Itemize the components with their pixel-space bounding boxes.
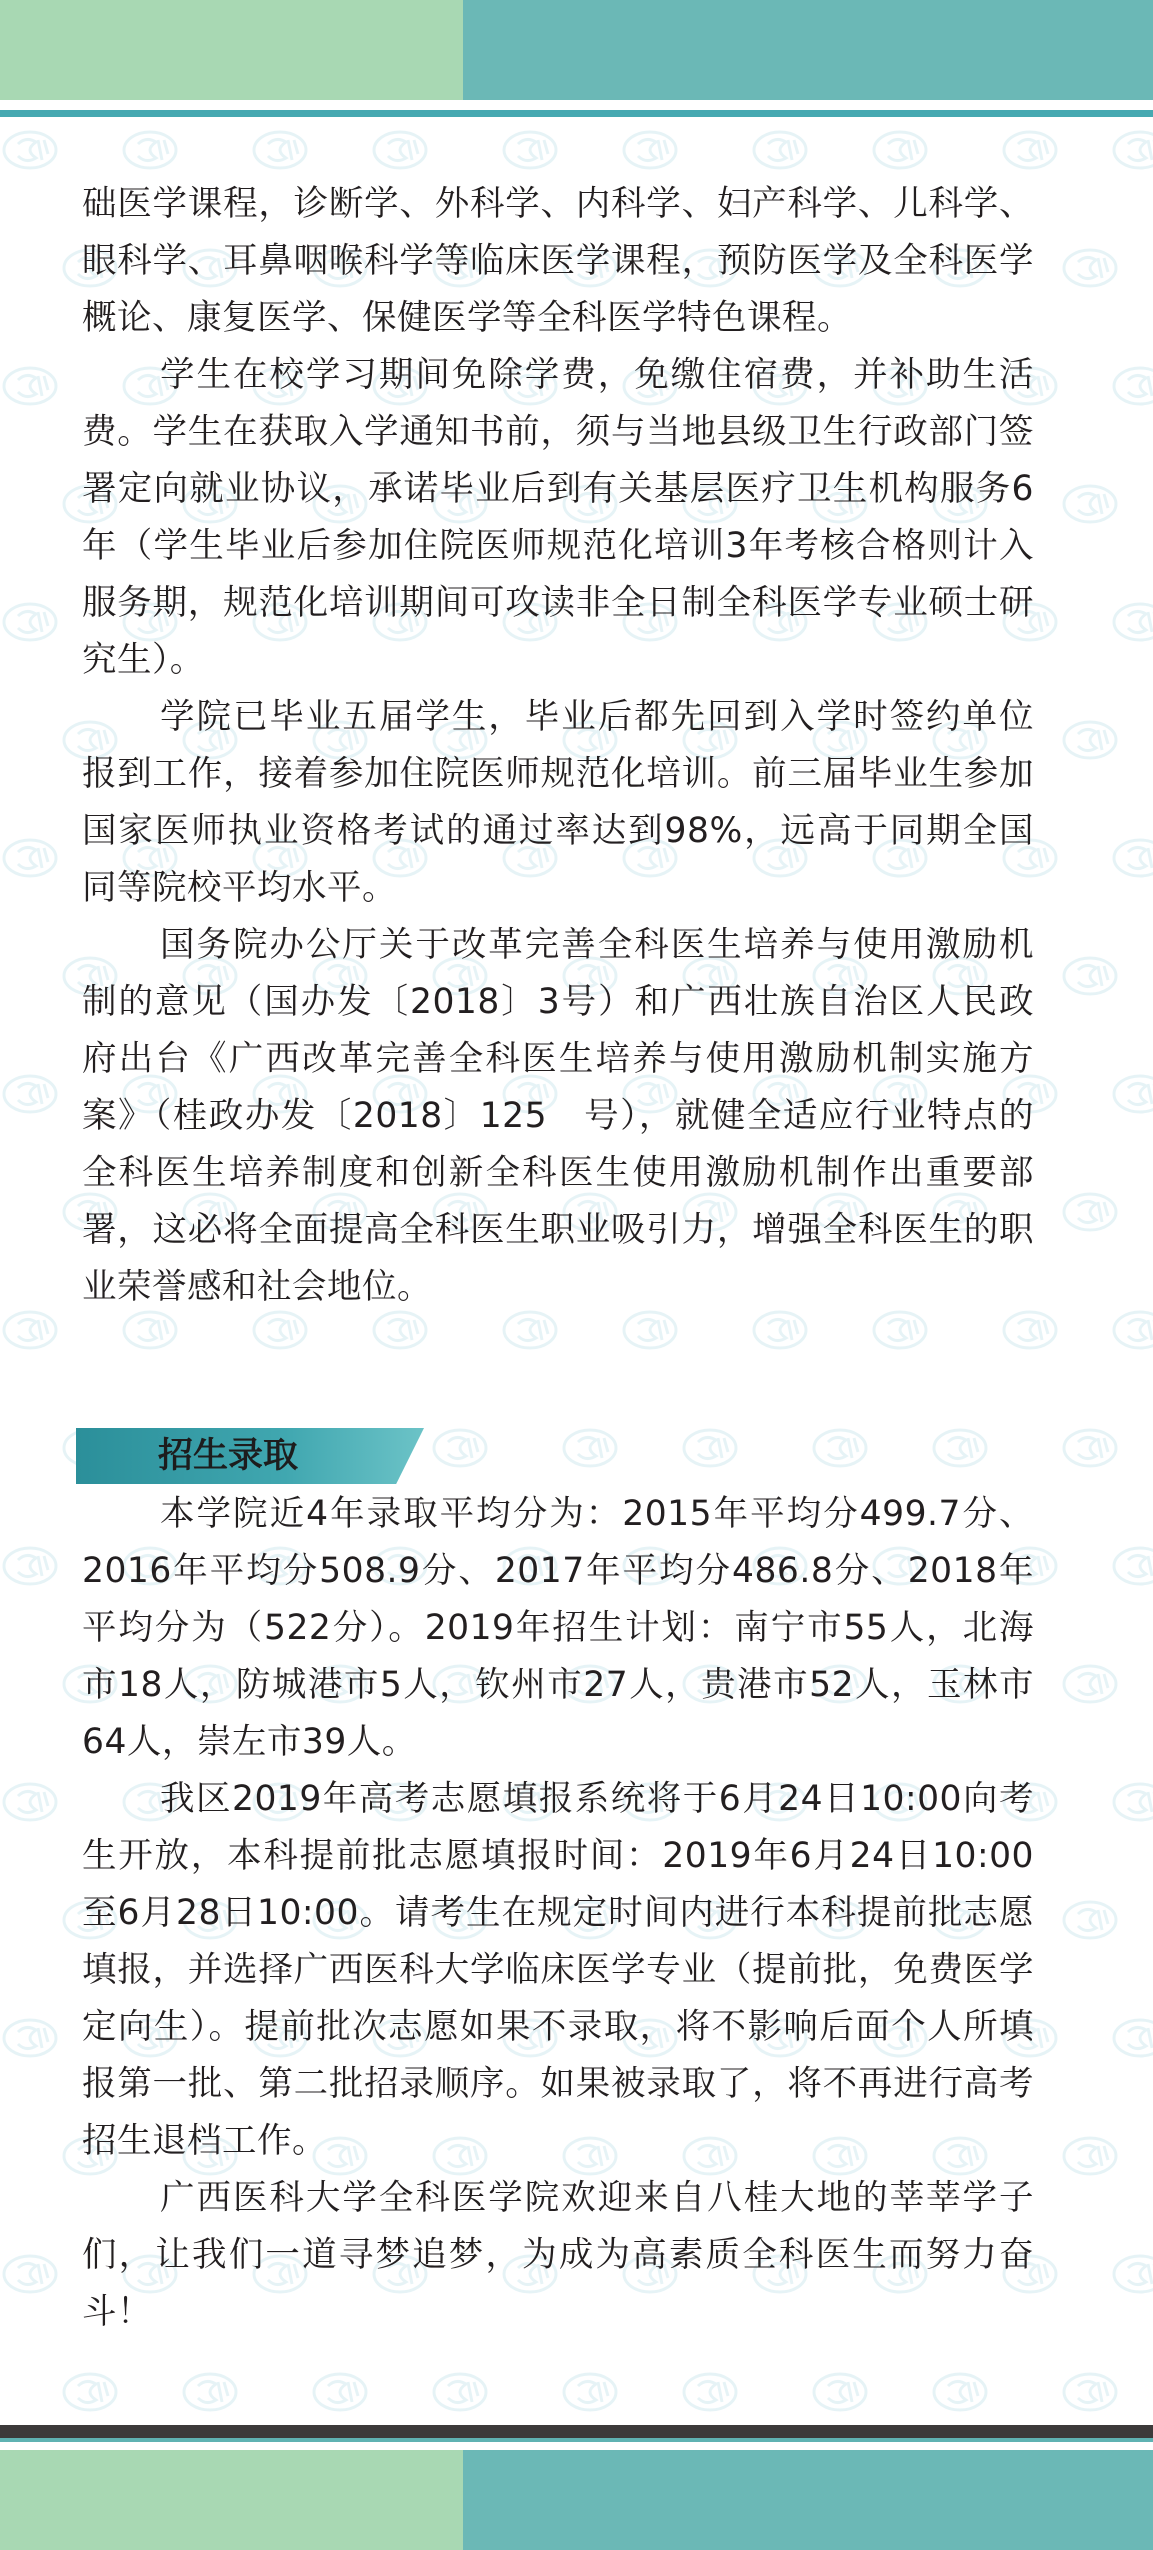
section-heading (76, 1428, 424, 1484)
section-heading-label: 招生录取 (158, 1436, 299, 1476)
header-green-block (0, 0, 463, 100)
header-teal-block (463, 0, 1153, 100)
intro-paragraph-3: 学院已毕业五届学生，毕业后都先回到入学时签约单位报到工作，接着参加住院医师规范化培训。前三届毕业生参加国家医师执业资格考试的通过率达到98%，远高于同期全国同等院校平均水平。 (82, 697, 1034, 908)
intro-text (82, 176, 1034, 1316)
footer-dark-rule (0, 2425, 1153, 2438)
footer-teal-block (463, 2450, 1153, 2550)
intro-paragraph-1: 础医学课程，诊断学、外科学、内科学、妇产科学、儿科学、眼科学、耳鼻咽喉科学等临床医学课程，预防医学及全科医学概论、康复医学、保健医学等全科医学特色课程。 (82, 184, 1034, 338)
footer-teal-rule (0, 2438, 1153, 2442)
intro-paragraph-2: 学生在校学习期间免除学费，免缴住宿费，并补助生活费。学生在获取入学通知书前，须与当地县级卫生行政部门签署定向就业协议，承诺毕业后到有关基层医疗卫生机构服务6年（学生毕业后参加住院医师规范化培训3年考核合格则计入服务期，规范化培训期间可攻读非全日制全科医学专业硕士研究生）。 (82, 355, 1034, 680)
intro-paragraph-4: 国务院办公厅关于改革完善全科医生培养与使用激励机制的意见（国办发〔2018〕3号）和广西壮族自治区人民政府出台《广西改革完善全科医生培养与使用激励机制实施方案》（桂政办发〔2018〕125 号），就健全适应行业特点的全科医生培养制度和创新全科医生使用激励机制作出重要部署，这必将全面提高全科医生职业吸引力，增强全科医生的职业荣誉感和社会地位。 (82, 925, 1034, 1307)
admission-text (82, 1486, 1034, 2341)
footer-green-block (0, 2450, 463, 2550)
header-band (0, 0, 1153, 100)
footer-band (0, 2450, 1153, 2550)
header-rule (0, 110, 1153, 117)
admission-paragraph-1: 本学院近4年录取平均分为：2015年平均分499.7分、2016年平均分508.9分、2017年平均分486.8分、2018年平均分为（522分）。2019年招生计划：南宁市55人，北海市18人，防城港市5人，钦州市27人，贵港市52人，玉林市64人，崇左市39人。 (82, 1494, 1034, 1762)
admission-paragraph-3: 广西医科大学全科医学院欢迎来自八桂大地的莘莘学子们，让我们一道寻梦追梦，为成为高素质全科医生而努力奋斗！ (82, 2178, 1034, 2332)
admission-paragraph-2: 我区2019年高考志愿填报系统将于6月24日10:00向考生开放，本科提前批志愿填报时间：2019年6月24日10:00至6月28日10:00。请考生在规定时间内进行本科提前批志愿填报，并选择广西医科大学临床医学专业（提前批，免费医学定向生）。提前批次志愿如果不录取，将不影响后面个人所填报第一批、第二批招录顺序。如果被录取了，将不再进行高考招生退档工作。 (82, 1779, 1034, 2161)
